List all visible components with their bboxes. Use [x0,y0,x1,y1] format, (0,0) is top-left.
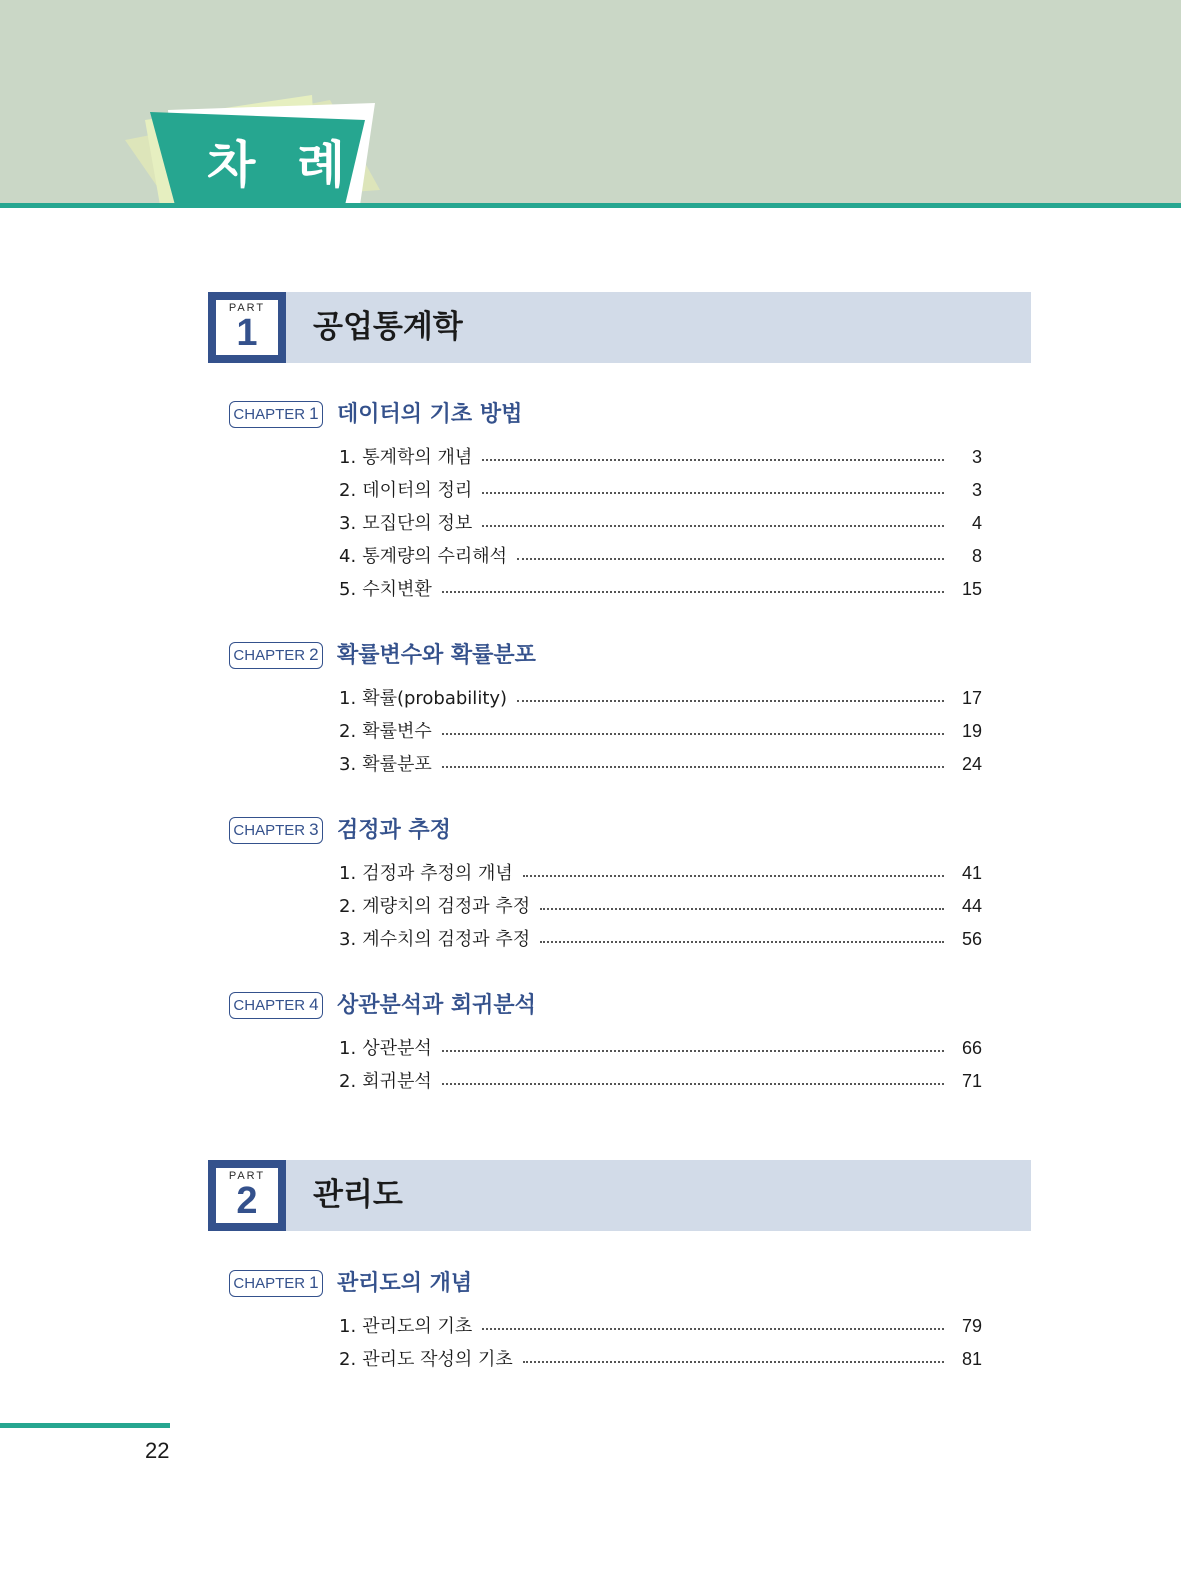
page-ref: 41 [961,863,982,883]
dot-leader [540,941,944,943]
page-ref: 79 [961,1316,982,1336]
page-ref: 15 [961,579,982,599]
toc-entry[interactable]: 2. 관리도 작성의 기초 81 [339,1343,982,1376]
part-1-banner [208,292,1031,363]
page-ref: 81 [961,1349,982,1369]
toc-entry[interactable]: 2. 데이터의 정리 3 [339,474,982,507]
part-2-banner [208,1160,1031,1231]
part-title: 공업통계학 [313,309,463,345]
dot-leader [517,558,944,560]
header-rule [0,203,1181,208]
part-label: PART [228,1170,266,1182]
chapter-1-2 [229,640,1009,781]
part-label: PART [228,302,266,314]
dot-leader [442,766,944,768]
toc-entry[interactable]: 3. 계수치의 검정과 추정 56 [339,923,982,956]
toc-entry[interactable]: 2. 계량치의 검정과 추정 44 [339,890,982,923]
dot-leader [442,733,944,735]
header-band [0,0,1181,206]
dot-leader [517,700,944,702]
chapter-badge: CHAPTER 3 [229,817,323,844]
page-title: 차 례 [207,136,358,194]
toc-entry[interactable]: 1. 검정과 추정의 개념 41 [339,857,982,890]
page-ref: 4 [971,513,982,533]
page-ref: 71 [961,1071,982,1091]
chapter-1-3 [229,815,1009,956]
chapter-1-1 [229,399,1009,606]
title-banner-graphic [0,0,1181,206]
chapter-title[interactable]: 관리도의 개념 [337,1271,473,1296]
toc-entry[interactable]: 4. 통계량의 수리해석 8 [339,540,982,573]
chapter-title[interactable]: 상관분석과 회귀분석 [337,993,536,1018]
chapter-badge: CHAPTER 1 [229,1270,323,1297]
dot-leader [482,459,944,461]
dot-leader [482,525,944,527]
part-number-box [208,1160,286,1231]
chapter-badge: CHAPTER 1 [229,401,323,428]
chapter-title[interactable]: 확률변수와 확률분포 [337,643,536,668]
toc-entry[interactable]: 1. 관리도의 기초 79 [339,1310,982,1343]
page-ref: 8 [971,546,982,566]
part-number: 1 [236,312,258,354]
dot-leader [540,908,944,910]
part-number-box [208,292,286,363]
toc-entry[interactable]: 2. 확률변수 19 [339,715,982,748]
page-ref: 19 [961,721,982,741]
part-number: 2 [236,1180,258,1222]
dot-leader [442,1050,944,1052]
part-title: 관리도 [313,1177,403,1213]
dot-leader [442,591,944,593]
page-ref: 24 [961,754,982,774]
toc-entry[interactable]: 1. 상관분석 66 [339,1032,982,1065]
toc-entry[interactable]: 3. 모집단의 정보 4 [339,507,982,540]
dot-leader [523,1361,944,1363]
chapter-title[interactable]: 데이터의 기초 방법 [337,402,523,427]
toc-entry[interactable]: 2. 회귀분석 71 [339,1065,982,1098]
page-ref: 66 [961,1038,982,1058]
page-ref: 44 [961,896,982,916]
page-number: 22 [145,1438,170,1463]
toc-entry[interactable]: 1. 확률(probability) 17 [339,682,982,715]
page-ref: 17 [961,688,982,708]
dot-leader [482,492,944,494]
dot-leader [482,1328,944,1330]
footer-rule [0,1423,170,1428]
dot-leader [523,875,944,877]
page-ref: 56 [961,929,982,949]
toc-entry[interactable]: 3. 확률분포 24 [339,748,982,781]
page-ref: 3 [971,480,982,500]
chapter-1-4 [229,990,1009,1098]
page-ref: 3 [971,447,982,467]
toc-entry[interactable]: 1. 통계학의 개념 3 [339,441,982,474]
chapter-2-1 [229,1268,1009,1376]
toc-entry[interactable]: 5. 수치변환 15 [339,573,982,606]
chapter-title[interactable]: 검정과 추정 [337,818,451,843]
chapter-badge: CHAPTER 2 [229,642,323,669]
dot-leader [442,1083,944,1085]
chapter-badge: CHAPTER 4 [229,992,323,1019]
